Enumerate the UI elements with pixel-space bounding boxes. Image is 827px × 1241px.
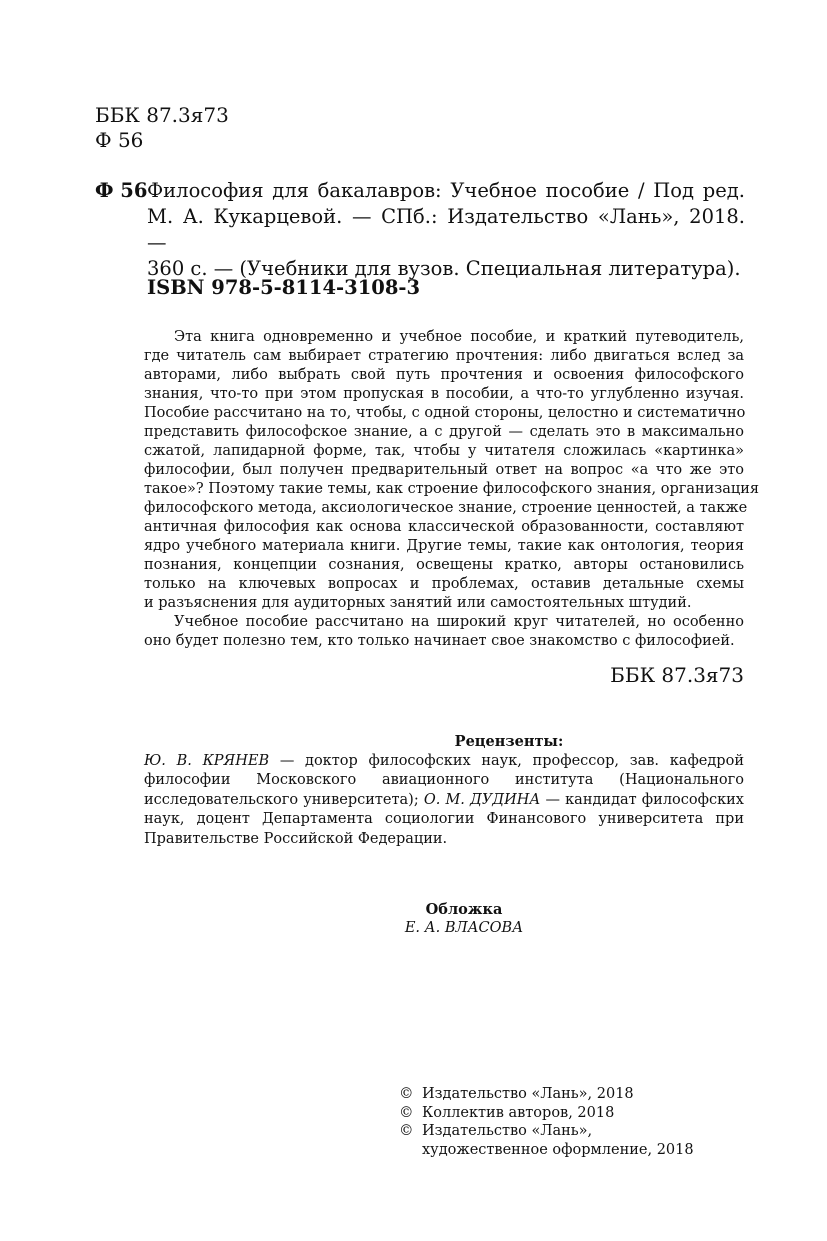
abstract-line: античная философия как основа классической образованности, составляют — [144, 519, 744, 535]
isbn: ISBN 978-5-8114-3108-3 — [147, 276, 421, 299]
entry-line-2: М. А. Кукарцевой. — СПб.: Издательство «Лань», 2018. — — [147, 205, 745, 254]
abstract-line: Пособие рассчитано на то, чтобы, с одной стороны, целостно и систематично — [144, 405, 746, 421]
abstract-line: философии, был получен предварительный ответ на вопрос «а что же это — [144, 462, 744, 478]
reviewer-line-1 — [144, 752, 744, 772]
bbk-code: ББК 87.3я73 — [95, 103, 229, 127]
abstract-line: такое»? Поэтому такие темы, как строение философского знания, организация — [144, 481, 760, 497]
reviewer-line-3-post: — кандидат философских — [540, 791, 744, 808]
reviewer-name-1: Ю. В. КРЯНЕВ — [144, 752, 270, 769]
reviewer-line-1-text: — доктор философских наук, профессор, зав. кафедрой — [269, 752, 744, 769]
reviewers-title: Рецензенты: — [454, 733, 564, 750]
abstract-line: Эта книга одновременно и учебное пособие, и краткий путеводитель, — [174, 329, 744, 345]
abstract-paragraph-2 — [144, 613, 744, 651]
reviewer-line-2: философии Московского авиационного института (Национального — [144, 772, 744, 788]
copyright-text: Издательство «Лань», 2018 — [422, 1086, 634, 1102]
abstract-line: Учебное пособие рассчитано на широкий круг читателей, но особенно — [174, 614, 744, 630]
bbk-footer: ББК 87.3я73 — [610, 663, 744, 687]
copyright-symbol: © — [399, 1104, 414, 1121]
abstract-paragraph-1 — [144, 328, 760, 613]
copyright-line — [399, 1085, 729, 1104]
reviewers — [144, 732, 744, 849]
abstract-line: где читатель сам выбирает стратегию прочтения: либо двигаться вслед за — [144, 348, 744, 364]
cover-credit — [144, 901, 744, 937]
bbk-header — [95, 103, 745, 153]
reviewer-line-5: Правительстве Российской Федерации. — [144, 830, 448, 847]
abstract-line: ядро учебного материала книги. Другие темы, такие как онтология, теория — [144, 538, 744, 554]
abstract-line: оно будет полезно тем, кто только начинает свое знакомство с философией. — [144, 633, 735, 649]
copyright-block — [399, 1085, 729, 1159]
abstract-line: авторами, либо выбрать свой путь прочтения и освоения философского — [144, 367, 744, 383]
reviewer-name-2: О. М. ДУДИНА — [423, 791, 541, 808]
copyright-text: Издательство «Лань», — [422, 1123, 593, 1139]
abstract-line: сжатой, лапидарной форме, так, чтобы у читателя сложилась «картинка» — [144, 443, 744, 459]
copyright-symbol: © — [399, 1123, 414, 1139]
reviewer-line-4: наук, доцент Департамента социологии Финансового университета при — [144, 811, 744, 827]
abstract-line: знания, что-то при этом пропуская в пособии, а что-то углубленно изучая. — [144, 386, 744, 402]
entry-line-3: 360 с. — (Учебники для вузов. Специальная литература). — [147, 257, 741, 280]
abstract-line: познания, концепции сознания, освещены кратко, авторы остановились — [144, 557, 744, 573]
reviewer-line-3-pre: исследовательского университета); — [144, 791, 424, 808]
author-mark: Ф 56 — [95, 128, 144, 152]
abstract — [144, 328, 760, 651]
copyright-line — [399, 1122, 729, 1141]
cover-title: Обложка — [425, 901, 503, 918]
reviewer-line-3 — [144, 791, 744, 811]
copyright-text: Коллектив авторов, 2018 — [422, 1104, 615, 1121]
copyright-text-cont: художественное оформление, 2018 — [422, 1141, 694, 1158]
abstract-line: философского метода, аксиологическое знание, строение ценностей, а также — [144, 500, 748, 516]
copyright-symbol: © — [399, 1086, 414, 1102]
cover-designer: Е. А. ВЛАСОВА — [404, 920, 524, 936]
abstract-line: и разъяснения для аудиторных занятий или самостоятельных штудий. — [144, 595, 692, 611]
entry-line-1: Философия для бакалавров: Учебное пособие / Под ред. — [147, 179, 745, 202]
bibliographic-entry — [95, 178, 745, 282]
abstract-line: только на ключевых вопросах и проблемах, оставив детальные схемы — [144, 576, 744, 592]
entry-code: Ф 56 — [95, 179, 148, 202]
abstract-line: представить философское знание, а с другой — сделать это в максимально — [144, 424, 744, 440]
copyright-line — [399, 1104, 729, 1123]
